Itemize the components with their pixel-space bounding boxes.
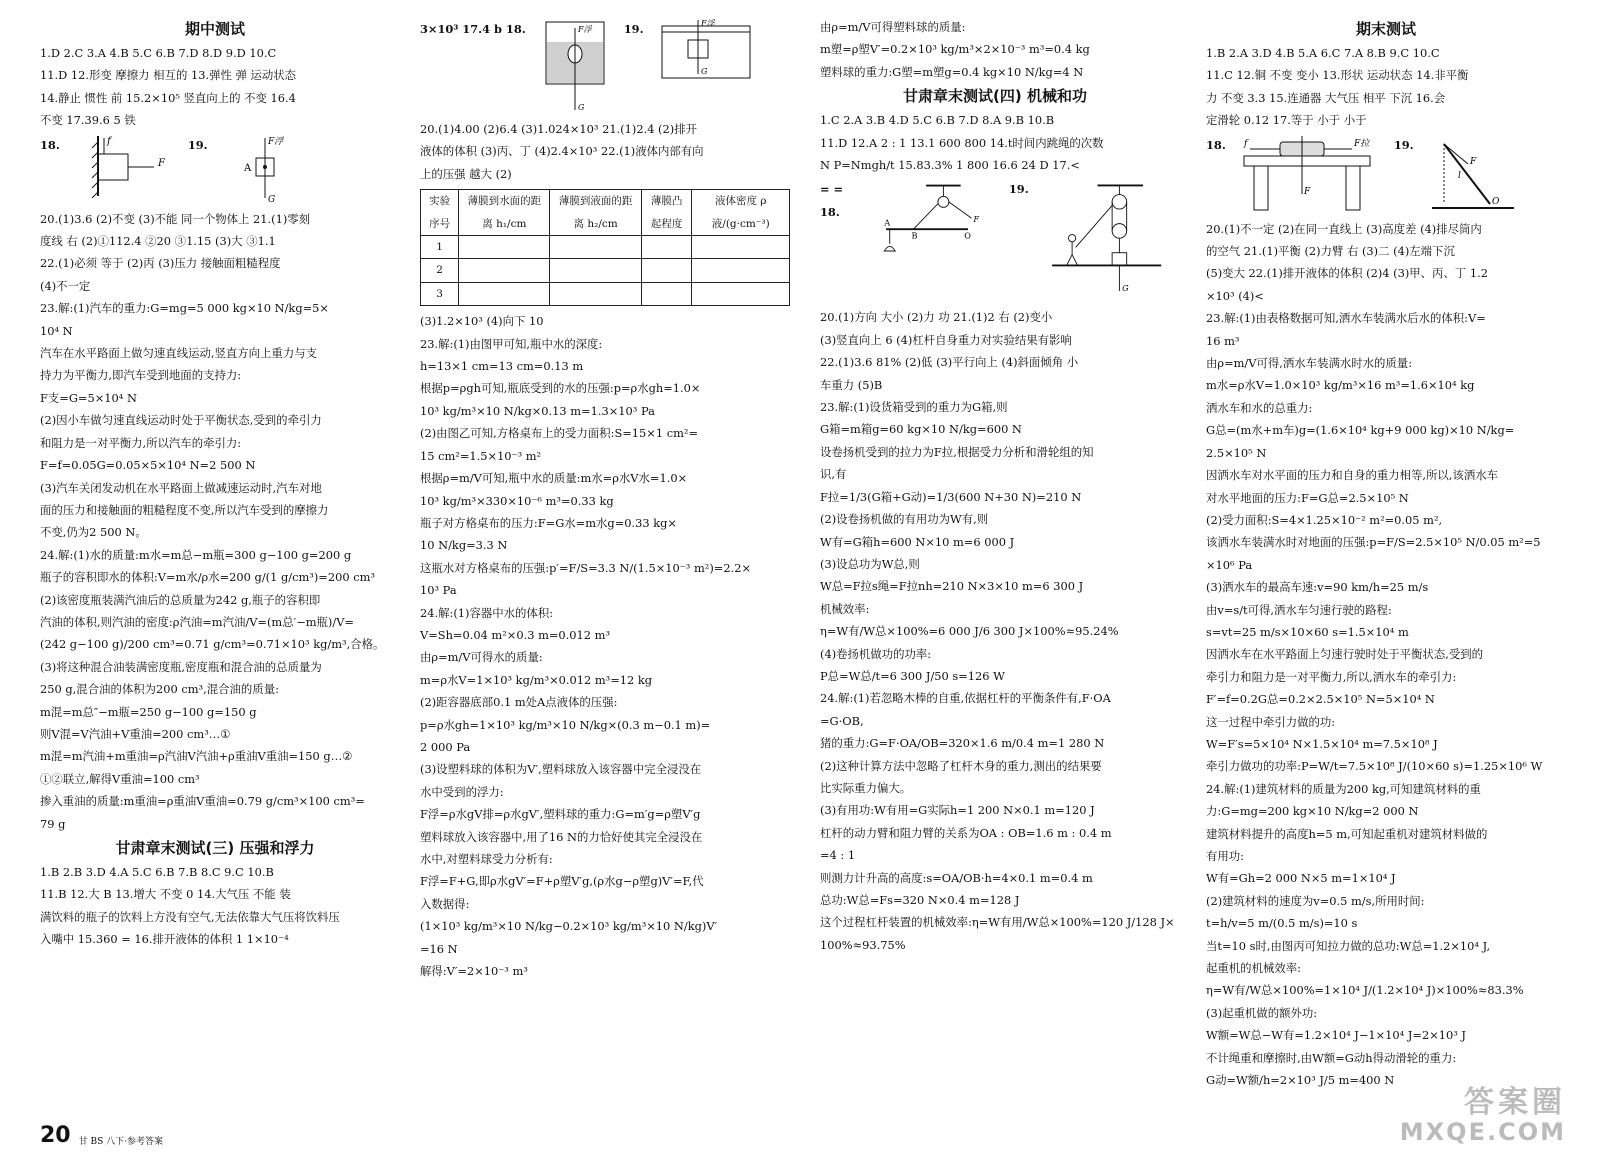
answer-line: F拉=1/3(G箱+G动)=1/3(600 N+30 N)=210 N (820, 489, 1082, 504)
column-4 (1206, 16, 1566, 1091)
answer-line: 塑料球的重力:G塑=m塑g=0.4 kg×10 N/kg=4 N (820, 64, 1084, 79)
answer-line: N P=Nmgh/t 15.83.3% 1 800 16.6 24 D 17.< (820, 158, 1080, 173)
answer-line: 不变 17.39.6 5 铁 (40, 113, 136, 128)
answer-line: ×10³ (4)< (1206, 288, 1264, 303)
answer-line: 该洒水车装满水时对地面的压强:p=F/S=2.5×10⁵ N/0.05 m²=5 (1206, 535, 1541, 550)
section-title-chapter-3: 甘肃章末测试(三) 压强和浮力 (115, 839, 315, 857)
answer-line: 1.B 2.A 3.D 4.B 5.A 6.C 7.A 8.B 9.C 10.C (1206, 46, 1440, 60)
answer-line: 瓶子的容积即水的体积:V=m水/ρ水=200 g/(1 g/cm³)=200 cm³ (40, 570, 375, 585)
table-row (421, 282, 790, 305)
answer-line: W总=F拉s绳=F拉nh=210 N×3×10 m=6 300 J (820, 579, 1084, 594)
buoyancy-force-diagram (222, 134, 302, 204)
pulley-system-diagram (1043, 178, 1170, 302)
table-cell: 1 (421, 236, 459, 259)
answer-line: 汽油的体积,则汽油的密度:ρ汽油=m汽油/V=(m总′−m瓶)/V= (40, 614, 354, 629)
answer-line: 度线 右 (2)①112.4 ②20 ③1.15 (3)大 ③1.1 (40, 234, 276, 249)
section-title-final: 期末测试 (1355, 20, 1416, 38)
answer-line: W额=W总−W有=1.2×10⁴ J−1×10⁴ J=2×10³ J (1206, 1028, 1466, 1043)
column-3 (820, 16, 1175, 956)
table-cell (641, 282, 692, 305)
answer-line: 满饮料的瓶子的饮料上方没有空气,无法依靠大气压将饮料压 (40, 909, 340, 924)
answer-line: (3)汽车关闭发动机在水平路面上做减速运动时,汽车对地 (40, 480, 322, 495)
answer-line: 250 g,混合油的体积为200 cm³,混合油的质量: (40, 682, 279, 697)
table-cell (641, 236, 692, 259)
answer-line: 当t=10 s时,由图丙可知拉力做的总功:W总=1.2×10⁴ J, (1206, 938, 1491, 953)
answer-line: 掺入重油的质量:m重油=ρ重油V重油=0.79 g/cm³×100 cm³= (40, 794, 365, 809)
answer-line: 由ρ=m/V可得水的质量: (420, 650, 543, 665)
answer-line: (3)竖直向上 6 (4)杠杆自身重力对实验结果有影响 (820, 332, 1072, 347)
answer-line: G总=(m水+m车)g=(1.6×10⁴ kg+9 000 kg)×10 N/kg= (1206, 423, 1515, 438)
answer-line: 11.C 12.铜 不变 变小 13.形状 运动状态 14.非平衡 (1206, 68, 1469, 83)
answer-line: 则V混=V汽油+V重油=200 cm³…① (40, 726, 231, 741)
answer-line: (3)起重机做的额外功: (1206, 1005, 1318, 1020)
answer-line: 入数据得: (420, 896, 470, 911)
table-cell (550, 259, 641, 282)
answer-line: 汽车在水平路面上做匀速直线运动,竖直方向上重力与支 (40, 346, 317, 361)
table-cell (641, 259, 692, 282)
answer-line: η=W有/W总×100%=1×10⁴ J/(1.2×10⁴ J)×100%≈83.3% (1206, 983, 1524, 998)
answer-line: 14.静止 惯性 前 15.2×10⁵ 竖直向上的 不变 16.4 (40, 90, 296, 105)
answer-line: 定滑轮 0.12 17.等于 小于 小于 (1206, 113, 1367, 128)
answer-line: 1.B 2.B 3.D 4.A 5.C 6.B 7.B 8.C 9.C 10.B (40, 865, 274, 879)
answer-line: 10³ Pa (420, 583, 457, 598)
figure-label: 19. (1393, 137, 1414, 152)
answer-line: 10³ kg/m³×10 N/kg×0.13 m=1.3×10³ Pa (420, 403, 655, 418)
submerged-block-diagram (658, 18, 754, 80)
answer-line: P总=W总/t=6 300 J/50 s=126 W (820, 668, 1005, 683)
answer-line: 起重机的机械效率: (1206, 961, 1301, 976)
answer-line: 的空气 21.(1)平衡 (2)力臂 右 (3)二 (4)左端下沉 (1206, 244, 1455, 259)
table-cell: 3 (421, 282, 459, 305)
svg-text:F: F (1469, 156, 1476, 167)
table-cell (550, 236, 641, 259)
answer-line: m混=m总″−m瓶=250 g−100 g=150 g (40, 704, 257, 719)
answer-line: 100%≈93.75% (820, 937, 906, 952)
table-header: 薄膜到水面的距离 h₁/cm (459, 190, 550, 236)
answer-line: 对水平地面的压力:F=G总=2.5×10⁵ N (1206, 490, 1409, 505)
answer-line: W=F′s=5×10⁴ N×1.5×10⁴ m=7.5×10⁸ J (1206, 736, 1438, 751)
answer-line: W有=Gh=2 000 N×5 m=1×10⁴ J (1206, 871, 1396, 886)
svg-text:G: G (577, 103, 585, 112)
beaker-float-diagram (540, 18, 610, 114)
answer-line: 20.(1)方向 大小 (2)力 功 21.(1)2 右 (2)变小 (820, 310, 1053, 325)
answer-line: 这一过程中牵引力做的功: (1206, 714, 1336, 729)
answer-line: G动=W额/h=2×10³ J/5 m=400 N (1206, 1073, 1395, 1088)
answer-line: 23.解:(1)设货箱受到的重力为G箱,则 (820, 400, 1008, 415)
answer-line: F浮=ρ水gV排=ρ水gV′,塑料球的重力:G=m′g=ρ塑V′g (420, 807, 701, 822)
table-header: 液体密度 ρ液/(g·cm⁻³) (692, 190, 790, 236)
answer-line: 识,有 (820, 467, 847, 482)
svg-text:F: F (973, 214, 979, 225)
section-title-midterm: 期中测试 (184, 20, 245, 38)
answer-line: 不变,仍为2 500 N。 (40, 525, 147, 540)
svg-text:F拉: F拉 (1353, 138, 1370, 149)
answer-line: (3)洒水车的最高车速:v=90 km/h=25 m/s (1206, 580, 1429, 595)
friction-wall-diagram (74, 134, 174, 198)
table-cell (692, 236, 790, 259)
table-header: 薄膜凸起程度 (641, 190, 692, 236)
answer-line: 20.(1)不一定 (2)在同一直线上 (3)高度差 (4)排尽筒内 (1206, 221, 1482, 236)
answer-line: W有=G箱h=600 N×10 m=6 000 J (820, 534, 1015, 549)
svg-text:G: G (700, 67, 707, 76)
answer-line: 11.D 12.A 2 : 1 13.1 600 800 14.t时间内跳绳的次数 (820, 135, 1104, 150)
figure-label: 3×10³ 17.4 b 18. (420, 22, 526, 36)
table-cell (550, 282, 641, 305)
svg-text:G: G (1121, 283, 1129, 294)
answer-line: 不计绳重和摩擦时,由W额=G动h得动滑轮的重力: (1206, 1050, 1457, 1065)
answer-line: =4 : 1 (820, 848, 856, 863)
table-header: 实验序号 (421, 190, 459, 236)
answer-line: 24.解:(1)若忽略木棒的自重,依据杠杆的平衡条件有,F·OA (820, 691, 1111, 706)
answer-line: (3)设塑料球的体积为V′,塑料球放入该容器中完全浸没在 (420, 762, 702, 777)
answer-line: (4)卷扬机做功的功率: (820, 646, 932, 661)
answer-line: h=13×1 cm=13 cm=0.13 m (420, 359, 584, 374)
answer-line: m塑=ρ塑V′=0.2×10³ kg/m³×2×10⁻³ m³=0.4 kg (820, 42, 1090, 57)
answer-line: (3)1.2×10³ (4)向下 10 (420, 314, 544, 329)
figure-label: 19. (1008, 182, 1029, 197)
answer-line: 面的压力和接触面的粗糙程度不变,所以汽车受到的摩擦力 (40, 502, 329, 517)
answer-line: 1.C 2.A 3.B 4.D 5.C 6.B 7.D 8.A 9.B 10.B (820, 113, 1055, 128)
section-title-chapter-4: 甘肃章末测试(四) 机械和功 (903, 87, 1087, 106)
answer-line: 23.解:(1)汽车的重力:G=mg=5 000 kg×10 N/kg=5× (40, 301, 329, 316)
answer-line: V=Sh=0.04 m²×0.3 m=0.012 m³ (420, 627, 611, 642)
answer-line: 入嘴中 15.360 = 16.排开液体的体积 1 1×10⁻⁴ (40, 932, 289, 947)
answer-line: 设卷扬机受到的拉力为F拉,根据受力分析和滑轮组的知 (820, 444, 1094, 459)
answer-line: 15 cm²=1.5×10⁻³ m² (420, 448, 542, 463)
figure-label: = = 18. (820, 182, 844, 219)
answer-line: (3)将这种混合油装满密度瓶,密度瓶和混合油的总质量为 (40, 659, 322, 674)
answer-line: 水中受到的浮力: (420, 784, 504, 799)
answer-line: 2.5×10⁵ N (1206, 445, 1267, 460)
answer-line: (3)有用功:W有用=G实际h=1 200 N×0.1 m=120 J (820, 803, 1095, 818)
svg-text:l: l (1457, 170, 1461, 181)
answer-line: ×10⁶ Pa (1206, 557, 1253, 572)
answer-line: 水中,对塑料球受力分析有: (420, 852, 553, 866)
answer-line: F支=G=5×10⁴ N (40, 390, 137, 405)
table-cell (459, 259, 550, 282)
svg-text:F浮: F浮 (577, 25, 592, 34)
answer-line: 有用功: (1206, 849, 1245, 863)
answer-line: (242 g−100 g)/200 cm³=0.71 g/cm³=0.71×10³ kg/m³,合格。 (40, 637, 385, 652)
answer-line: 因洒水车对水平面的压力和自身的重力相等,所以,该洒水车 (1206, 468, 1499, 483)
answer-line: (2)设卷扬机做的有用功为W有,则 (820, 512, 989, 527)
answer-line: (1×10³ kg/m³×10 N/kg−0.2×10³ kg/m³×10 N/kg)V′ (420, 919, 718, 934)
answer-line: 力 不变 3.3 15.连通器 大气压 相平 下沉 16.会 (1206, 90, 1446, 105)
watermark (1400, 1087, 1566, 1145)
answer-line: F=f=0.05G=0.05×5×10⁴ N=2 500 N (40, 458, 256, 473)
page-footer (40, 1125, 163, 1147)
answer-line: 牵引力和阻力是一对平衡力,所以,洒水车的牵引力: (1206, 669, 1457, 684)
answer-line: 22.(1)3.6 81% (2)低 (3)平行向上 (4)斜面倾角 小 (820, 355, 1079, 370)
answer-line: 16 m³ (1206, 333, 1240, 348)
lever-pulley-diagram (877, 178, 995, 264)
watermark-url: MXQE.COM (1399, 1118, 1566, 1146)
answer-line: 20.(1)4.00 (2)6.4 (3)1.024×10³ 21.(1)2.4 (2)排开 (420, 122, 697, 136)
svg-text:f: f (1243, 138, 1248, 149)
answer-line: s=vt=25 m/s×10×60 s=1.5×10⁴ m (1206, 624, 1409, 639)
answer-line: 液体的体积 (3)丙、丁 (4)2.4×10³ 22.(1)液体内部有向 (420, 144, 704, 159)
answer-line: 79 g (40, 816, 66, 831)
answer-line: (2)该密度瓶装满汽油后的总质量为242 g,瓶子的容积即 (40, 592, 321, 607)
answer-line: 力:G=mg=200 kg×10 N/kg=2 000 N (1206, 804, 1419, 819)
page-number: 20 (40, 1123, 71, 1148)
answer-line: 持力为平衡力,即汽车受到地面的支持力: (40, 368, 242, 383)
answer-line: (2)因小车做匀速直线运动时处于平衡状态,受到的牵引力 (40, 413, 322, 428)
answer-line: 上的压强 越大 (2) (420, 166, 512, 181)
answer-line: F′=f=0.2G总=0.2×2.5×10⁵ N=5×10⁴ N (1206, 692, 1435, 707)
answer-line: 这瓶水对方格桌布的压强:p′=F/S=3.3 N/(1.5×10⁻³ m²)=2.2× (420, 560, 751, 575)
answer-line: 2 000 Pa (420, 739, 471, 754)
figures-18-19 (420, 18, 790, 114)
svg-text:F浮: F浮 (267, 136, 283, 147)
svg-text:O: O (1491, 196, 1500, 207)
answer-line: 1.D 2.C 3.A 4.B 5.C 6.B 7.D 8.D 9.D 10.C (40, 46, 277, 60)
answer-line: p=ρ水gh=1×10³ kg/m³×10 N/kg×(0.3 m−0.1 m)= (420, 717, 711, 732)
figure-label: 19. (187, 137, 208, 152)
answer-line: 解得:V′=2×10⁻³ m³ (420, 964, 528, 979)
answer-line: (2)受力面积:S=4×1.25×10⁻² m²=0.05 m², (1206, 512, 1443, 527)
figures-18-19 (40, 134, 390, 204)
answer-line: 这个过程杠杆装置的机械效率:η=W有用/W总×100%=120 J/128 J× (820, 915, 1175, 930)
svg-text:A: A (243, 162, 251, 174)
answer-line: m混=m汽油+m重油=ρ汽油V汽油+ρ重油V重油=150 g…② (40, 749, 353, 764)
answer-line: 20.(1)3.6 (2)不变 (3)不能 同一个物体上 21.(1)零刻 (40, 211, 311, 226)
svg-text:F: F (1303, 186, 1311, 197)
answer-line: (2)这种计算方法中忽略了杠杆木身的重力,测出的结果要 (820, 758, 1102, 773)
answer-line: 由v=s/t可得,洒水车匀速行驶的路程: (1206, 602, 1392, 617)
table-forces-diagram (1240, 134, 1380, 214)
table-cell: 2 (421, 259, 459, 282)
answer-line: (5)变大 22.(1)排开液体的体积 (2)4 (3)甲、丙、丁 1.2 (1206, 266, 1488, 281)
answer-line: 22.(1)必须 等于 (2)丙 (3)压力 接触面粗糙程度 (40, 256, 281, 271)
answer-line: 10 N/kg=3.3 N (420, 538, 508, 553)
column-2 (420, 16, 790, 982)
answer-line: 24.解:(1)容器中水的体积: (420, 605, 554, 620)
answer-line: 车重力 (5)B (820, 377, 883, 392)
answer-line: m水=ρ水V=1.0×10³ kg/m³×16 m³=1.6×10⁴ kg (1206, 378, 1475, 393)
answer-line: 建筑材料提升的高度h=5 m,可知起重机对建筑材料做的 (1206, 826, 1488, 841)
table-header: 薄膜到液面的距离 h₂/cm (550, 190, 641, 236)
answer-line: =16 N (420, 941, 458, 956)
table-row (421, 236, 790, 259)
answer-line: 猪的重力:G=F·OA/OB=320×1.6 m/0.4 m=1 280 N (820, 736, 1105, 751)
answer-line: m=ρ水V=1×10³ kg/m³×0.012 m³=12 kg (420, 672, 653, 687)
answer-line: (3)设总功为W总,则 (820, 556, 920, 571)
answer-line: 由ρ=m/V可得塑料球的质量: (820, 20, 966, 34)
answer-line: η=W有/W总×100%=6 000 J/6 300 J×100%≈95.24% (820, 624, 1119, 639)
figures-18-19 (1206, 134, 1566, 214)
answer-line: 洒水车和水的总重力: (1206, 400, 1313, 415)
table-cell (459, 282, 550, 305)
answer-line: 牵引力做功的功率:P=W/t=7.5×10⁸ J/(10×60 s)=1.25×10⁶ W (1206, 759, 1543, 774)
svg-text:B: B (911, 230, 918, 241)
answer-line: F浮=F+G,即ρ水gV′=F+ρ塑V′g,(ρ水g−ρ塑g)V′=F,代 (420, 874, 704, 889)
figure-label: 18. (40, 137, 60, 152)
answer-line: G箱=m箱g=60 kg×10 N/kg=600 N (820, 422, 1022, 437)
answer-line: (2)由图乙可知,方格桌布上的受力面积:S=15×1 cm²= (420, 426, 698, 441)
watermark-logo-text: 答案圈 (1464, 1085, 1566, 1120)
answer-line: 杠杆的动力臂和阻力臂的关系为OA : OB=1.6 m : 0.4 m (820, 825, 1112, 840)
answer-line: 因洒水车在水平路面上匀速行驶时处于平衡状态,受到的 (1206, 647, 1483, 662)
figures-18-19 (820, 178, 1170, 302)
answer-line: (2)建筑材料的速度为v=0.5 m/s,所用时间: (1206, 893, 1425, 908)
answer-line: 瓶子对方格桌布的压力:F=G水=m水g=0.33 kg× (420, 515, 677, 530)
answer-line: 根据p=ρgh可知,瓶底受到的水的压强:p=ρ水gh=1.0× (420, 381, 701, 396)
answer-line: (2)距容器底部0.1 m处A点液体的压强: (420, 695, 618, 710)
answer-line: 则测力计升高的高度:s=OA/OB·h=4×0.1 m=0.4 m (820, 870, 1093, 885)
answer-line: =G·OB, (820, 713, 864, 728)
answer-line: 24.解:(1)水的质量:m水=m总−m瓶=300 g−100 g=200 g (40, 547, 352, 562)
figure-label: 19. (623, 22, 644, 36)
answer-line: (4)不一定 (40, 278, 91, 293)
figure-label: 18. (1206, 137, 1226, 152)
answer-line: 塑料球放入该容器中,用了16 N的力恰好使其完全浸没在 (420, 829, 703, 844)
answer-line: 由ρ=m/V可得,洒水车装满水时水的质量: (1206, 356, 1413, 371)
answer-line: 机械效率: (820, 601, 870, 616)
experiment-table (420, 189, 790, 306)
svg-text:F浮: F浮 (700, 19, 715, 28)
table-cell (692, 259, 790, 282)
answer-line: 11.D 12.形变 摩擦力 相互的 13.弹性 弹 运动状态 (40, 68, 297, 83)
svg-text:A: A (883, 217, 890, 228)
answer-line: 23.解:(1)由表格数据可知,洒水车装满水后水的体积:V= (1206, 311, 1486, 326)
answer-line: 24.解:(1)建筑材料的质量为200 kg,可知建筑材料的重 (1206, 781, 1481, 796)
answer-line: 比实际重力偏大。 (820, 780, 912, 795)
answer-line: t=h/v=5 m/(0.5 m/s)=10 s (1206, 916, 1358, 931)
answer-line: 10⁴ N (40, 323, 73, 338)
column-1 (40, 16, 390, 951)
answer-line: 和阻力是一对平衡力,所以汽车的牵引力: (40, 435, 242, 450)
svg-text:f: f (106, 135, 111, 147)
svg-text:O: O (963, 230, 971, 241)
lever-arm-diagram (1428, 134, 1518, 214)
footer-caption: 甘 BS 八下·参考答案 (78, 1137, 163, 1147)
answer-line: 根据ρ=m/V可知,瓶中水的质量:m水=ρ水V水=1.0× (420, 471, 688, 486)
table-cell (459, 236, 550, 259)
svg-text:G: G (267, 194, 275, 204)
answer-line: 11.B 12.大 B 13.增大 不变 0 14.大气压 不能 装 (40, 887, 291, 902)
answer-line: ①②联立,解得V重油=100 cm³ (40, 771, 200, 786)
svg-text:F: F (157, 157, 165, 169)
table-cell (692, 282, 790, 305)
table-row (421, 259, 790, 282)
answer-line: 10³ kg/m³×330×10⁻⁶ m³=0.33 kg (420, 493, 614, 508)
answer-line: 总功:W总=Fs=320 N×0.4 m=128 J (820, 893, 1020, 907)
answer-line: 23.解:(1)由图甲可知,瓶中水的深度: (420, 336, 603, 351)
